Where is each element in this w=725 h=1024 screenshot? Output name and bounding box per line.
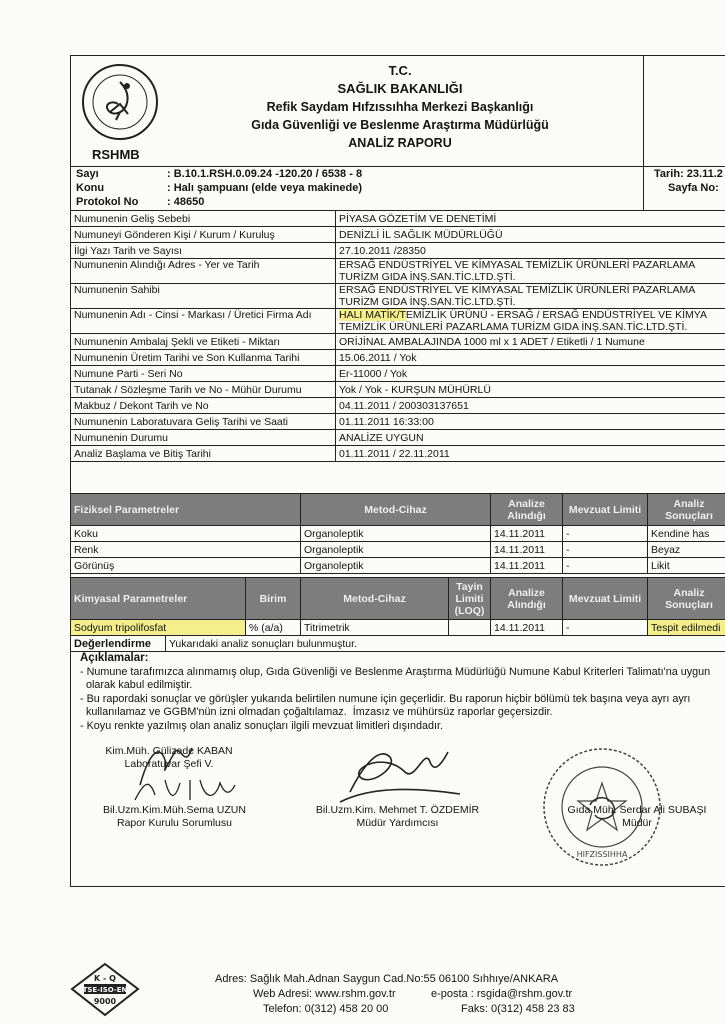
meta-konu-label: Konu (76, 182, 105, 194)
notes-lines (80, 666, 725, 734)
info-value (336, 366, 725, 382)
meta-sayfa: Sayfa No: (668, 182, 719, 194)
physical-param: Renk (71, 542, 301, 558)
info-row (71, 430, 725, 446)
note-line: - Numune tarafımızca alınmamış olup, Gıda Güvenliği ve Beslenme Araştırma Müdürlüğü Numune Kabul Kriterleri Talimatı'na uygun (80, 665, 711, 678)
sig1-title: Laboratuvar Şefi V. (124, 758, 214, 770)
physical-result: Likit (648, 558, 725, 574)
physical-param: Görünüş (71, 558, 301, 574)
physical-result: Beyaz (648, 542, 725, 558)
evaluation-label: Değerlendirme (71, 636, 166, 652)
footer-fax: Faks: 0(312) 458 23 83 (461, 1003, 575, 1015)
physical-header-param: Fiziksel Parametreler (71, 494, 301, 526)
meta-konu-value: : Halı şampuanı (elde veya makinede) (167, 182, 363, 194)
info-value-line1: 15.06.2011 / Yok (339, 351, 417, 364)
physical-limit: - (563, 542, 648, 558)
chemical-header-row (71, 578, 725, 620)
info-value-line2: TURİZM GIDA İNŞ.SAN.TİC.LTD.ŞTİ. (339, 296, 516, 308)
report-header (170, 62, 630, 152)
info-label: Numuneyi Gönderen Kişi / Kurum / Kuruluş (71, 227, 336, 243)
chemical-header-method: Metod-Cihaz (301, 578, 449, 620)
chemical-header-result: Analiz Sonuçları (648, 578, 725, 620)
info-value-line1: ORİJİNAL AMBALAJINDA 1000 ml x 1 ADET / Etiketli / 1 Numune (339, 335, 645, 348)
info-row (71, 414, 725, 430)
info-label: Analiz Başlama ve Bitiş Tarihi (71, 446, 336, 462)
info-label: Numunenin Sahibi (71, 284, 336, 309)
footer-contact (215, 972, 635, 1017)
chemical-limit: - (563, 620, 648, 636)
info-label: Numunenin Alındığı Adres - Yer ve Tarih (71, 259, 336, 284)
signature-deputy-director (305, 804, 490, 830)
chemical-header-limit: Mevzuat Limiti (563, 578, 648, 620)
sig2-name: Bil.Uzm.Kim.Müh.Sema UZUN (103, 804, 246, 816)
physical-params-table (70, 493, 725, 574)
highlighted-product-name: HALI MATİK/T (339, 309, 406, 321)
chemical-header-param: Kimyasal Parametreler (71, 578, 246, 620)
info-label: Numune Parti - Seri No (71, 366, 336, 382)
meta-sayi-label: Sayı (76, 168, 99, 180)
info-value (336, 309, 725, 334)
header-ministry: SAĞLIK BAKANLIĞI (337, 81, 463, 96)
tse-iso-cert-logo (70, 962, 140, 1017)
info-value (336, 243, 725, 259)
chemical-method: Titrimetrik (301, 620, 449, 636)
info-value-line1: 27.10.2011 /28350 (339, 244, 426, 257)
meta-sayi-value: : B.10.1.RSH.0.09.24 -120.20 / 6538 - 8 (167, 168, 363, 180)
info-value (336, 446, 725, 462)
sig4-title: Müdür (622, 817, 652, 829)
info-row (71, 243, 725, 259)
chemical-date: 14.11.2011 (491, 620, 563, 636)
sig4-name: Gıda Müh. Serdar Ali SUBAŞI (567, 804, 707, 816)
footer-web[interactable]: Web Adresi: www.rshm.gov.tr (253, 988, 396, 1000)
physical-date: 14.11.2011 (491, 558, 563, 574)
info-row (71, 227, 725, 243)
meta-protokol-label: Protokol No (76, 196, 139, 208)
chemical-params-table (70, 577, 725, 636)
cert-tse: TSE-ISO-EN (82, 986, 128, 994)
physical-param: Koku (71, 526, 301, 542)
physical-header-date: Analize Alındığı (491, 494, 563, 526)
info-label: Numunenin Adı - Cinsi - Markası / Üretici Firma Adı (71, 309, 336, 334)
physical-limit: - (563, 558, 648, 574)
note-line: - Koyu renkte yazılmış olan analiz sonuçları ilgili mevzuat limitleri dışındadır. (80, 719, 444, 732)
note-line: kullanılamaz ve GGBM'nün izni olmadan çoğaltılamaz. İmzasız ve mühürsüz raporlar geçersizdir. (80, 706, 553, 719)
footer-phone-row (215, 1002, 635, 1017)
chemical-param: Sodyum tripolifosfat (71, 620, 246, 636)
info-value-line1: HALI MATİK/TEMİZLİK ÜRÜNÜ - ERSAĞ / ERSAĞ ENDÜSTRİYEL VE KİMYA (339, 309, 707, 321)
info-label: Tutanak / Sözleşme Tarih ve No - Mühür Durumu (71, 382, 336, 398)
info-value (336, 334, 725, 350)
info-label: Makbuz / Dekont Tarih ve No (71, 398, 336, 414)
header-directorate: Gıda Güvenliği ve Beslenme Araştırma Müdürlüğü (251, 118, 549, 132)
footer-phone: Telefon: 0(312) 458 20 00 (263, 1003, 389, 1015)
physical-row (71, 558, 725, 574)
page-title: ANALİZ RAPORU (348, 136, 452, 150)
physical-row (71, 526, 725, 542)
info-value (336, 414, 725, 430)
info-row (71, 366, 725, 382)
meta-divider (643, 166, 644, 210)
note-line: - Bu rapordaki sonuçlar ve görüşler yukarıda belirtilen numune için geçerlidir. Bu raporun hiçbir bölümü tek başına veya ayrı ayrı (80, 692, 691, 705)
chemical-loq (449, 620, 491, 636)
info-value-line1: 04.11.2011 / 200303137651 (339, 399, 469, 412)
physical-method: Organoleptik (301, 542, 491, 558)
info-row (71, 259, 725, 284)
chemical-header-loq: Tayin Limiti (LOQ) (449, 578, 491, 620)
chemical-unit: % (a/a) (246, 620, 301, 636)
cert-9000: 9000 (93, 997, 117, 1006)
physical-limit: - (563, 526, 648, 542)
meta-tarih: Tarih: 23.11.2 (654, 168, 723, 180)
seal-text: HIFZISSIHHA (576, 850, 628, 859)
notes-title: Açıklamalar: (80, 652, 149, 664)
chemical-result: Tespit edilmedi (648, 620, 725, 636)
info-value-line1: 01.11.2011 16:33:00 (339, 415, 434, 428)
info-label: Numunenin Laboratuvara Geliş Tarihi ve Saati (71, 414, 336, 430)
info-value-line2: TURİZM GIDA İNŞ.SAN.TİC.LTD.ŞTİ. (339, 271, 516, 283)
physical-result: Kendine has (648, 526, 725, 542)
info-row (71, 309, 725, 334)
notes-section (80, 652, 725, 734)
info-row (71, 398, 725, 414)
cert-kq: K - Q (94, 974, 116, 983)
meta-protokol-value: : 48650 (167, 196, 205, 208)
signature-report-officer (92, 804, 257, 830)
info-row (71, 350, 725, 366)
info-label: Numunenin Geliş Sebebi (71, 211, 336, 227)
info-value-line1: ANALİZE UYGUN (339, 431, 424, 444)
physical-header-limit: Mevzuat Limiti (563, 494, 648, 526)
header-institute: Refik Saydam Hıfzıssıhha Merkezi Başkanlığı (266, 100, 534, 114)
rshm-logo (80, 62, 160, 142)
footer-email[interactable]: e-posta : rsgida@rshm.gov.tr (431, 988, 573, 1000)
sig3-name: Bil.Uzm.Kim. Mehmet T. ÖZDEMİR (315, 804, 480, 816)
info-row (71, 382, 725, 398)
physical-header-row (71, 494, 725, 526)
evaluation-value: Yukarıdaki analiz sonuçları bulunmuştur. (166, 636, 725, 652)
physical-header-result: Analiz Sonuçları (648, 494, 725, 526)
signature-scribble-2 (130, 775, 240, 805)
physical-method: Organoleptik (301, 526, 491, 542)
info-value-line2: TEMİZLİK ÜRÜNLERİ PAZARLAMA TURİZM GIDA İNŞ.SAN.TİC.LTD.ŞTİ. (339, 321, 688, 333)
info-row (71, 446, 725, 462)
info-value-line1: Er-11000 / Yok (339, 367, 408, 380)
info-label: Numunenin Durumu (71, 430, 336, 446)
physical-date: 14.11.2011 (491, 526, 563, 542)
header-tc: T.C. (388, 63, 412, 78)
info-label: Numunenin Ambalaj Şekli ve Etiketi - Miktarı (71, 334, 336, 350)
info-value-line1: DENİZLİ İL SAĞLIK MÜDÜRLÜĞÜ (339, 228, 503, 241)
evaluation-table (70, 635, 725, 652)
info-row (71, 334, 725, 350)
chemical-header-unit: Birim (246, 578, 301, 620)
info-row (71, 211, 725, 227)
info-value-line1: ERSAĞ ENDÜSTRİYEL VE KİMYASAL TEMİZLİK ÜRÜNLERİ PAZARLAMA (339, 259, 696, 271)
info-row (71, 284, 725, 309)
header-divider (643, 55, 644, 167)
info-value-line1: PİYASA GÖZETİM VE DENETİMİ (339, 212, 497, 225)
info-value (336, 284, 725, 309)
physical-method: Organoleptik (301, 558, 491, 574)
info-label: Numunenin Üretim Tarihi ve Son Kullanma Tarihi (71, 350, 336, 366)
info-value (336, 227, 725, 243)
info-label: İlgi Yazı Tarih ve Sayısı (71, 243, 336, 259)
chemical-row (71, 620, 725, 636)
info-value-line1: 01.11.2011 / 22.11.2011 (339, 447, 450, 460)
signature-director (557, 804, 717, 830)
footer-web-row (215, 987, 635, 1002)
chemical-header-date: Analize Alındığı (491, 578, 563, 620)
sig2-title: Rapor Kurulu Sorumlusu (117, 817, 232, 829)
header-bottom-line (70, 166, 725, 167)
info-value (336, 350, 725, 366)
info-value (336, 430, 725, 446)
signature-scribble-3 (330, 742, 470, 807)
physical-header-method: Metod-Cihaz (301, 494, 491, 526)
sig3-title: Müdür Yardımcısı (356, 817, 439, 829)
info-value (336, 211, 725, 227)
info-value-line1: ERSAĞ ENDÜSTRİYEL VE KİMYASAL TEMİZLİK ÜRÜNLERİ PAZARLAMA (339, 284, 696, 296)
sig1-name: Kim.Müh. Gülizade KABAN (105, 745, 233, 757)
logo-caption: RSHMB (92, 147, 140, 162)
info-value (336, 398, 725, 414)
footer-address: Adres: Sağlık Mah.Adnan Saygun Cad.No:55 06100 Sıhhıye/ANKARA (215, 973, 559, 985)
sample-info-table (70, 210, 725, 462)
info-value (336, 259, 725, 284)
note-line: olarak kabul edilmiştir. (80, 679, 193, 692)
info-value (336, 382, 725, 398)
physical-date: 14.11.2011 (491, 542, 563, 558)
info-value-line1: Yok / Yok - KURŞUN MÜHÜRLÜ (339, 383, 491, 396)
physical-row (71, 542, 725, 558)
